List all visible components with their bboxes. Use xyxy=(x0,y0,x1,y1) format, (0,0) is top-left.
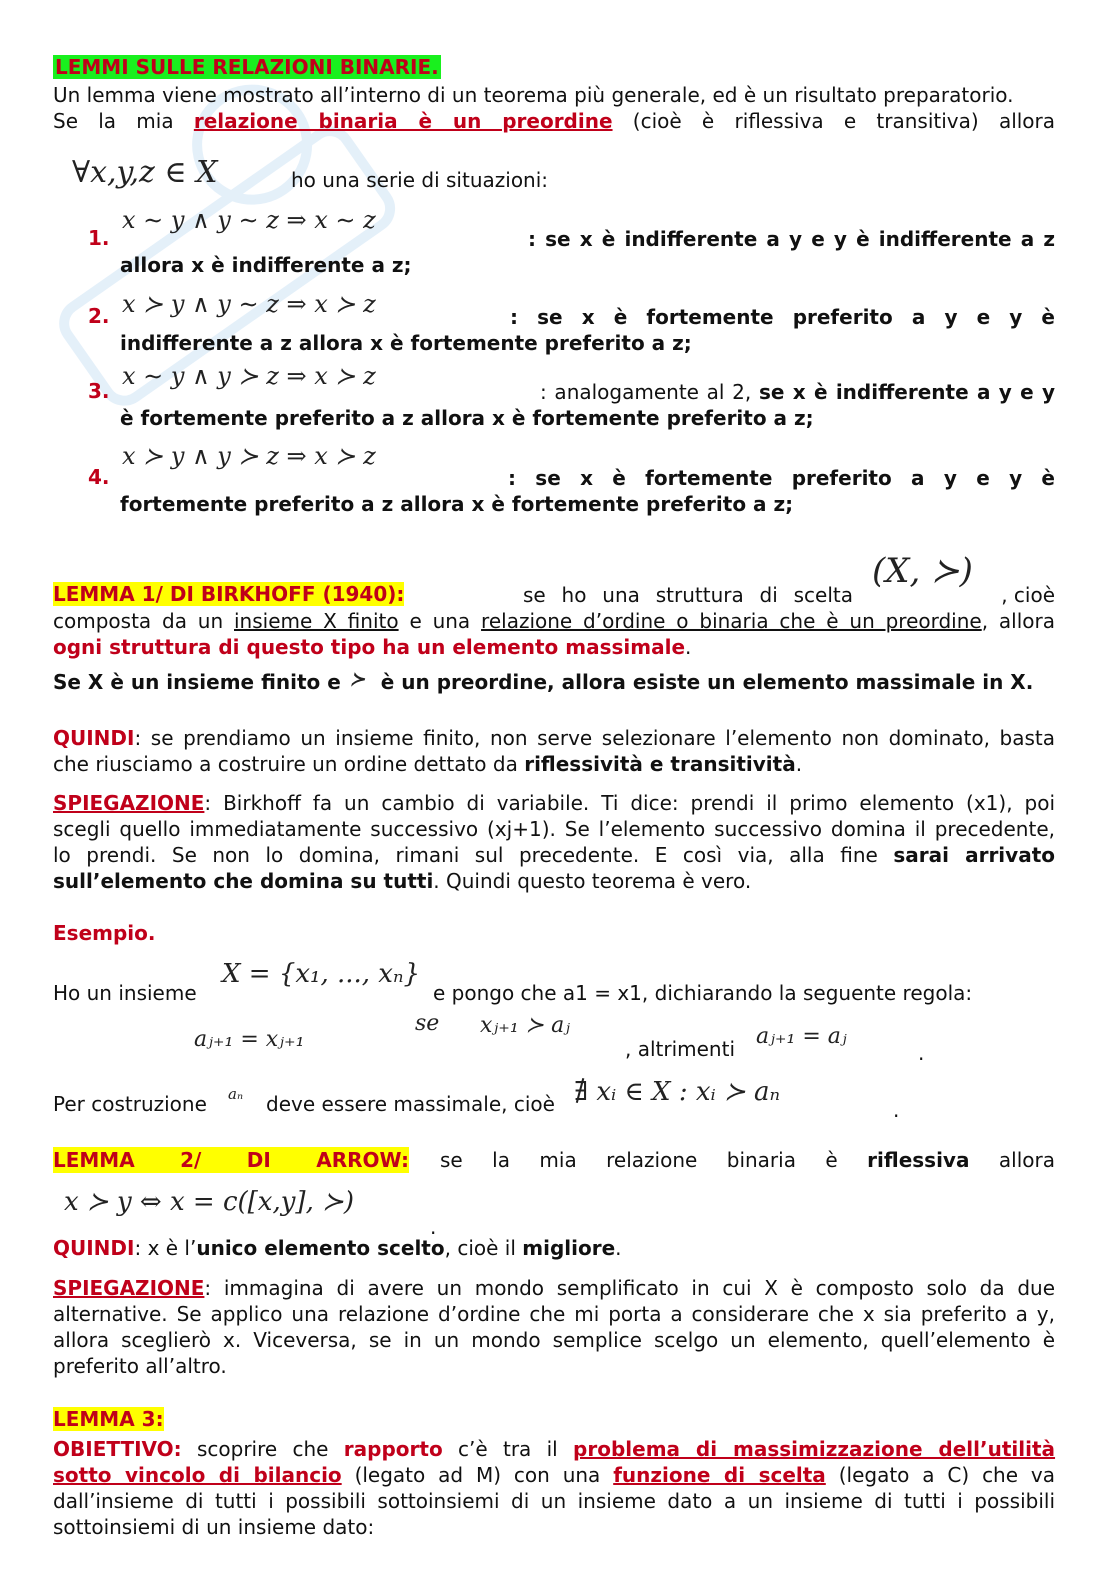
lemma3-heading: LEMMA 3: xyxy=(53,1407,164,1431)
item-1-text-a: : se x è indifferente a y e y è indifferente a z xyxy=(528,227,1055,251)
arrow-formula xyxy=(60,1174,440,1230)
esempio-line-1b: e pongo che a1 = x1, dichiarando la seguente regola: xyxy=(433,981,973,1005)
item-4-number: 4. xyxy=(88,465,110,489)
formula-3 xyxy=(118,356,538,396)
item-4-text-b: fortemente preferito a z allora x è fortemente preferito a z; xyxy=(120,492,794,516)
lemma1-line-1: se ho una struttura di scelta xyxy=(523,583,853,607)
item-1-number: 1. xyxy=(88,226,110,250)
svg-text:∀x,y,z ∈ X: ∀x,y,z ∈ X xyxy=(72,155,218,190)
svg-text:(X, ≻): (X, ≻) xyxy=(872,551,973,591)
svg-text:aₙ: aₙ xyxy=(228,1085,244,1103)
lemma1-line-3: ogni struttura di questo tipo ha un elemento massimale. xyxy=(53,635,692,659)
formula-1 xyxy=(118,200,528,240)
lemma1-line-1-end: , cioè xyxy=(1001,583,1055,607)
set-formula xyxy=(218,950,428,1000)
esempio-heading: Esempio. xyxy=(53,921,156,945)
esempio-line-3b: deve essere massimale, cioè xyxy=(266,1092,555,1116)
item-2-text-b: indifferente a z allora x è fortemente preferito a z; xyxy=(120,331,692,355)
quindi-1-line-1: QUINDI: se prendiamo un insieme finito, non serve selezionare l’elemento non dominato, basta xyxy=(53,726,1055,750)
spieg-2-line-4: preferito all’altro. xyxy=(53,1354,227,1378)
item-2-number: 2. xyxy=(88,304,110,328)
lemma1-heading: LEMMA 1/ DI BIRKHOFF (1940): xyxy=(53,582,405,606)
page-title: LEMMI SULLE RELAZIONI BINARIE. xyxy=(55,55,439,79)
item-3-number: 3. xyxy=(88,379,110,403)
esempio-line-3-dot: . xyxy=(893,1098,900,1122)
svg-text:∄ xᵢ ∈ X : xᵢ ≻ aₙ: ∄ xᵢ ∈ X : xᵢ ≻ aₙ xyxy=(574,1077,781,1107)
svg-text:x ∼ y ∧ y ∼ z ⇒ x ∼ z: x ∼ y ∧ y ∼ z ⇒ x ∼ z xyxy=(122,206,376,234)
svg-text:X = {x₁, ..., xₙ}: X = {x₁, ..., xₙ} xyxy=(222,959,421,989)
esempio-line-1a: Ho un insieme xyxy=(53,981,197,1005)
intro-line-2: Se la mia relazione binaria è un preordine (cioè è riflessiva e transitiva) allora xyxy=(53,109,1056,133)
quindi-1-line-2: che riusciamo a costruire un ordine dettato da riflessività e transitività. xyxy=(53,752,803,776)
item-4-text-a: : se x è fortemente preferito a y e y è xyxy=(508,466,1055,490)
an-symbol xyxy=(226,1083,260,1107)
lemma1-line-2: composta da un insieme X finito e una relazione d’ordine o binaria che è un preordine, allora xyxy=(53,609,1056,633)
svg-text:xⱼ₊₁ ≻ aⱼ: xⱼ₊₁ ≻ aⱼ xyxy=(480,1013,570,1038)
not-exists-formula xyxy=(570,1062,900,1114)
lemma3-line-4: sottoinsiemi di un insieme dato: xyxy=(53,1515,375,1539)
lemma2-heading: LEMMA 2/ DI ARROW: xyxy=(53,1148,409,1172)
svg-text:aⱼ₊₁ = aⱼ: aⱼ₊₁ = aⱼ xyxy=(756,1024,847,1049)
spieg-2-line-3: allora sceglierò x. Viceversa, se in un mondo semplice scelgo un elemento, quell’elemento è xyxy=(53,1328,1055,1352)
svg-text:x ≻ y ⇔ x = c([x,y], ≻): x ≻ y ⇔ x = c([x,y], ≻) xyxy=(64,1187,355,1217)
item-3-text-a: : analogamente al 2, se x è indifferente a y e y xyxy=(540,380,1056,404)
svg-text:se: se xyxy=(415,1011,440,1036)
formula-4 xyxy=(118,432,518,478)
choice-structure-formula xyxy=(870,542,995,598)
esempio-line-2-dot: . xyxy=(918,1041,925,1065)
spieg-1-line-2: scegli quello immediatamente successivo (xj+1). Se l’elemento successivo domina il precedente, xyxy=(53,817,1055,841)
forall-formula xyxy=(68,150,278,195)
esempio-line-2: , altrimenti xyxy=(625,1037,736,1061)
svg-text:x ≻ y ∧ y ∼ z ⇒ x ≻ z: x ≻ y ∧ y ∼ z ⇒ x ≻ z xyxy=(122,290,376,318)
spieg-1-line-3: lo prendi. Se non lo domina, rimani sul precedente. E così via, alla fine sarai arrivato xyxy=(53,843,1056,867)
spieg-1-line-4: sull’elemento che domina su tutti. Quindi questo teorema è vero. xyxy=(53,869,752,893)
svg-text:x ≻ y ∧ y ≻ z ⇒ x ≻ z: x ≻ y ∧ y ≻ z ⇒ x ≻ z xyxy=(122,442,376,470)
lemma2-line-2-dot: . xyxy=(430,1215,437,1239)
spieg-1-line-1: SPIEGAZIONE: Birkhoff fa un cambio di variabile. Ti dice: prendi il primo elemento (x1), poi xyxy=(53,791,1055,815)
item-1-text-b: allora x è indifferente a z; xyxy=(120,253,412,277)
item-3-text-b: è fortemente preferito a z allora x è fortemente preferito a z; xyxy=(120,406,814,430)
rule-else-formula xyxy=(752,1015,912,1055)
svg-text:aⱼ₊₁ = xⱼ₊₁: aⱼ₊₁ = xⱼ₊₁ xyxy=(194,1027,305,1052)
spieg-2-line-1: SPIEGAZIONE: immagina di avere un mondo semplificato in cui X è composto solo da due xyxy=(53,1276,1055,1300)
quindi-2: QUINDI: x è l’unico elemento scelto, cioè il migliore. xyxy=(53,1236,622,1260)
lemma3-line-2: sotto vincolo di bilancio (legato ad M) con una funzione di scelta (legato a C) che va xyxy=(53,1463,1056,1487)
preorder-symbol xyxy=(348,669,374,691)
rule-formula xyxy=(190,1010,630,1060)
lemma3-line-1: OBIETTIVO: scoprire che rapporto c’è tra il problema di massimizzazione dell’utilità xyxy=(53,1437,1056,1461)
svg-text:x ∼ y ∧ y ≻ z ⇒ x ≻ z: x ∼ y ∧ y ≻ z ⇒ x ≻ z xyxy=(122,362,376,390)
item-2-text-a: : se x è fortemente preferito a y e y è xyxy=(510,305,1055,329)
spieg-2-line-2: alternative. Se applico una relazione d’ordine che mi porta a considerare che x sia preferito a y, xyxy=(53,1302,1055,1326)
lemma1-line-4: Se X è un insieme finito e ≻ è un preordine, allora esiste un elemento massimale in X. xyxy=(53,669,1034,694)
lemma3-line-3: dall’insieme di tutti i possibili sottoinsiemi di un insieme dato a un insieme di tutti i possibili xyxy=(53,1489,1055,1513)
intro-line-3: ho una serie di situazioni: xyxy=(291,168,549,192)
esempio-line-3a: Per costruzione xyxy=(53,1092,207,1116)
intro-line-1: Un lemma viene mostrato all’interno di un teorema più generale, ed è un risultato preparatorio. xyxy=(53,83,1014,107)
lemma2-line-1: se la mia relazione binaria è riflessiva allora xyxy=(440,1148,1055,1172)
svg-text:≻: ≻ xyxy=(349,669,365,690)
formula-2 xyxy=(118,284,538,324)
